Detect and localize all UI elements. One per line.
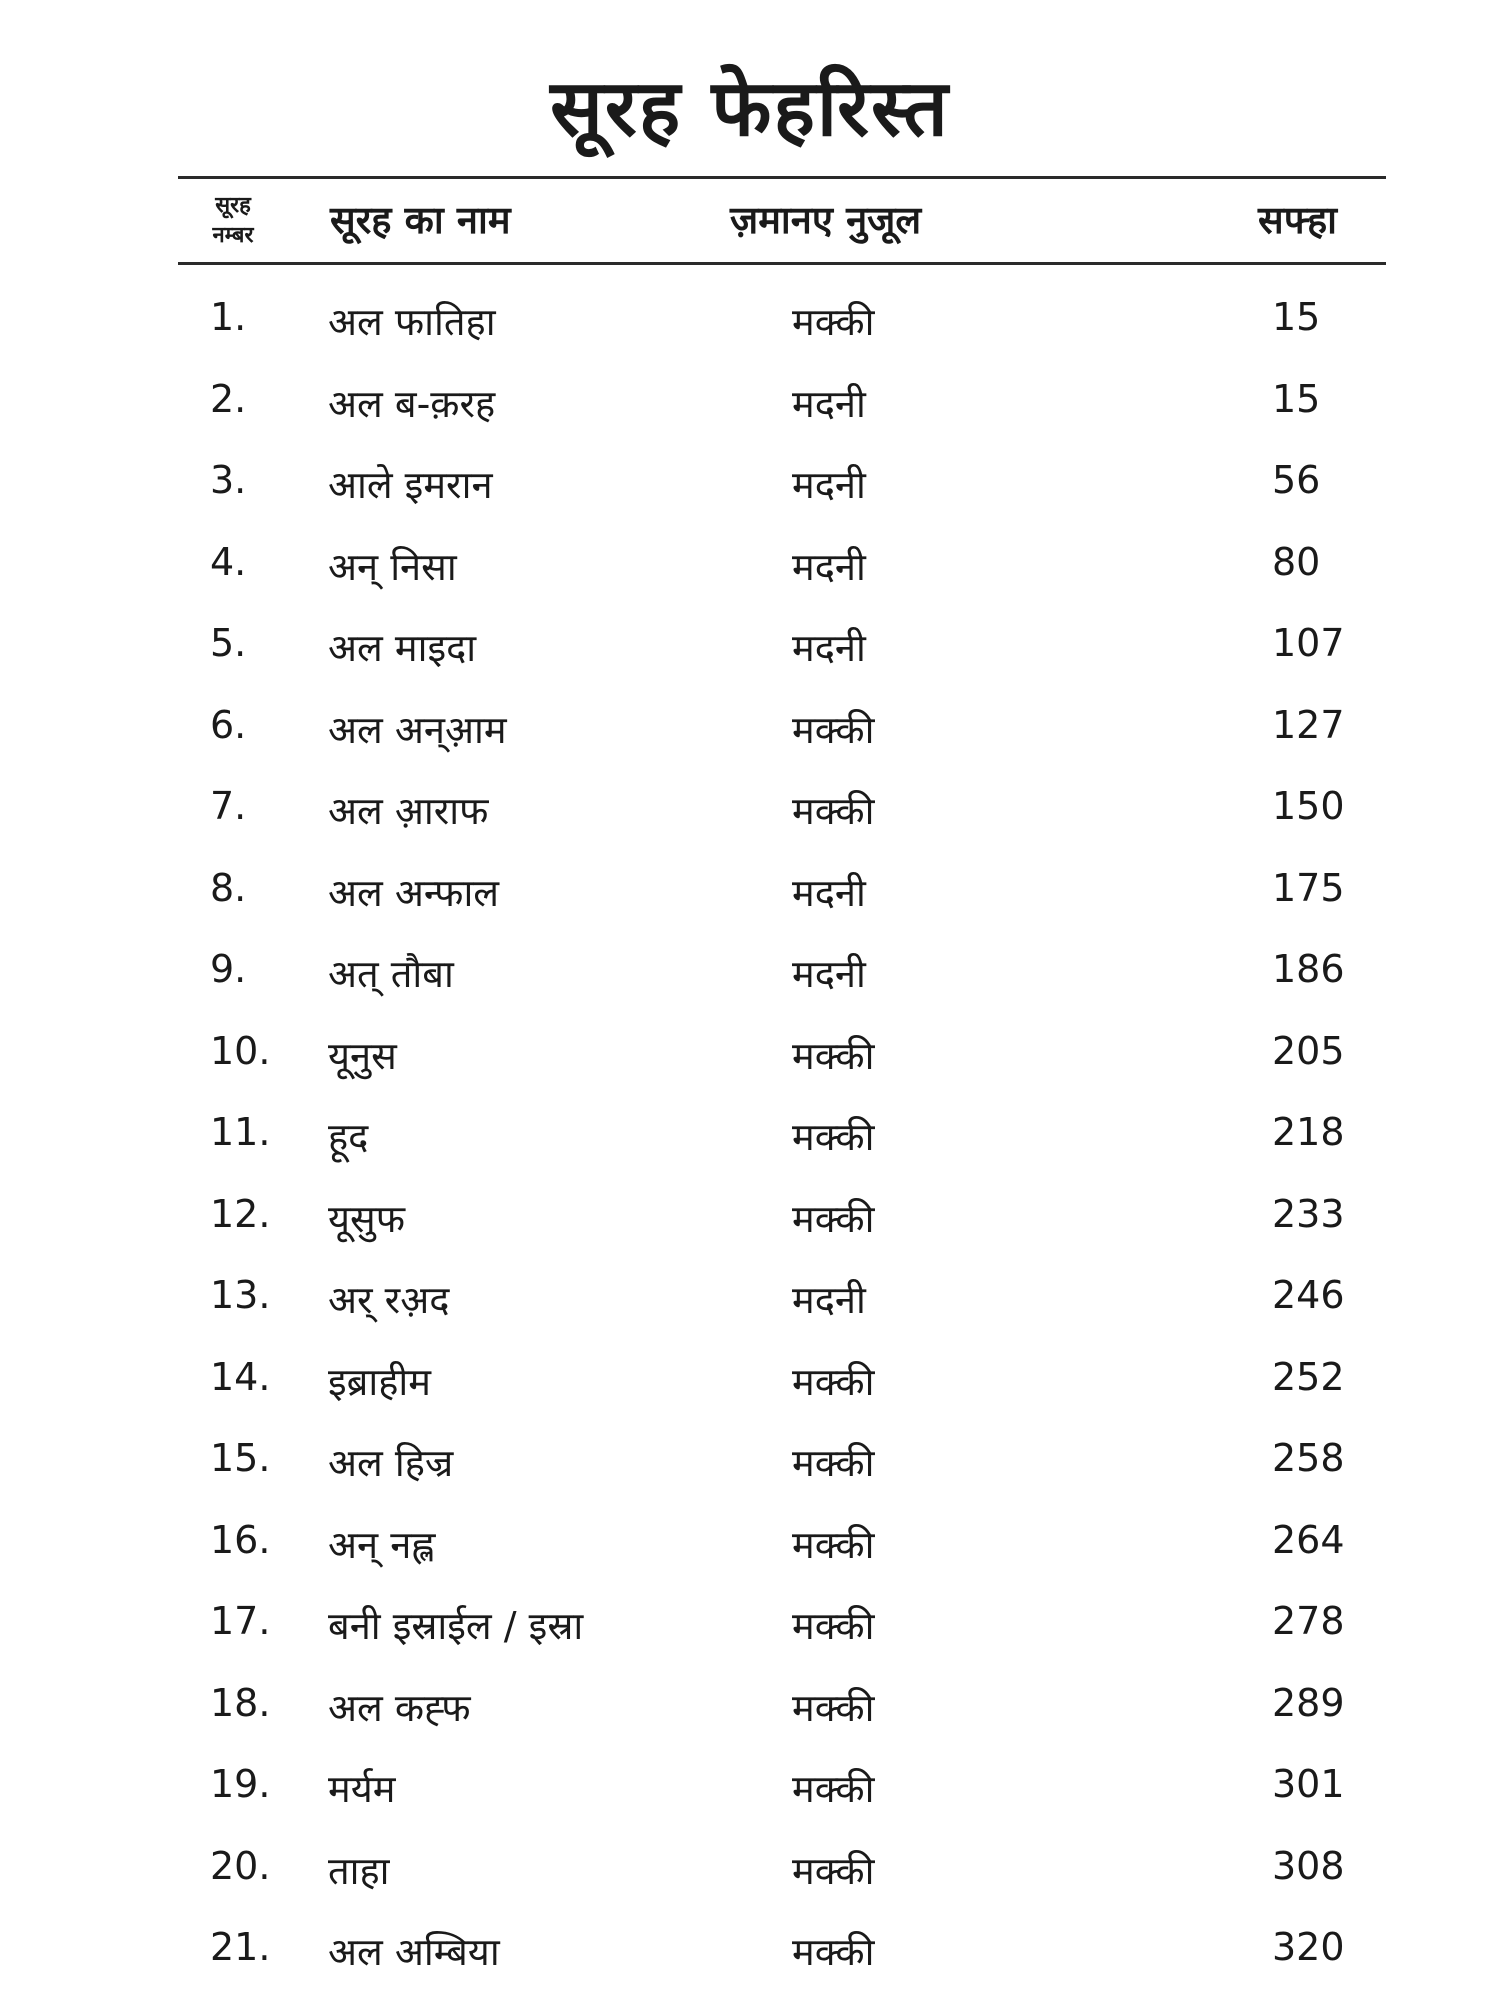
revelation-era: मक्की (792, 1441, 875, 1485)
header-top-rule (178, 176, 1386, 179)
page-number: 320 (1272, 1925, 1345, 1969)
table-row (0, 1762, 1500, 1844)
row-number: 14. (210, 1354, 271, 1399)
surah-list (0, 295, 1500, 2007)
table-row (0, 1599, 1500, 1681)
surah-name: हूद (328, 1115, 369, 1159)
row-number: 11. (210, 1110, 271, 1154)
surah-name: बनी इस्राईल / इस्रा (328, 1604, 584, 1648)
surah-name: अल अन्आ़म (328, 707, 507, 752)
page-number: 264 (1272, 1517, 1345, 1562)
table-row (0, 1518, 1500, 1600)
table-row (0, 295, 1500, 377)
page-number: 107 (1272, 621, 1345, 665)
table-row (0, 703, 1500, 785)
page-number: 301 (1272, 1762, 1345, 1806)
surah-name: अल अन्फाल (328, 870, 500, 915)
page-number: 258 (1272, 1436, 1345, 1480)
header-number-line1: सूरह (215, 193, 251, 218)
table-row (0, 1925, 1500, 2007)
row-number: 17. (210, 1599, 271, 1643)
row-number: 4. (210, 539, 247, 584)
revelation-era: मक्की (792, 1196, 875, 1241)
revelation-era: मक्की (792, 789, 875, 833)
row-number: 10. (210, 1028, 271, 1073)
revelation-era: मक्की (792, 1115, 875, 1159)
page-number: 308 (1272, 1843, 1345, 1888)
surah-name: अल फातिहा (328, 300, 496, 344)
table-row (0, 1192, 1500, 1274)
page-number: 15 (1272, 376, 1321, 421)
row-number: 18. (210, 1680, 271, 1725)
surah-name: अर् रअ़द (328, 1278, 450, 1322)
table-row (0, 947, 1500, 1029)
table-row (0, 1681, 1500, 1763)
header-era: ज़मानए नुजूल (730, 198, 922, 242)
table-row (0, 1029, 1500, 1111)
header-page: सफ्हा (1258, 198, 1337, 242)
row-number: 13. (210, 1273, 271, 1317)
page-number: 233 (1272, 1191, 1345, 1236)
surah-name: इब्राहीम (328, 1359, 431, 1404)
row-number: 15. (210, 1436, 271, 1480)
revelation-era: मदनी (792, 381, 866, 426)
surah-name: यूसुफ (328, 1196, 406, 1241)
table-row (0, 1844, 1500, 1926)
revelation-era: मदनी (792, 870, 866, 915)
table-header (0, 183, 1500, 261)
page-number: 56 (1272, 458, 1321, 502)
table-row (0, 1110, 1500, 1192)
page-number: 289 (1272, 1680, 1345, 1725)
surah-name: ताहा (328, 1848, 390, 1893)
revelation-era: मक्की (792, 1033, 875, 1078)
surah-name: अल माइदा (328, 626, 477, 670)
surah-name: अल ब-क़रह (328, 381, 496, 426)
row-number: 2. (210, 376, 247, 421)
row-number: 9. (210, 947, 247, 991)
revelation-era: मदनी (792, 1278, 866, 1322)
surah-name: आले इमरान (328, 463, 493, 507)
revelation-era: मक्की (792, 707, 875, 752)
revelation-era: मदनी (792, 626, 866, 670)
revelation-era: मक्की (792, 1848, 875, 1893)
row-number: 7. (210, 784, 247, 828)
table-row (0, 1355, 1500, 1437)
page-number: 175 (1272, 865, 1345, 910)
table-row (0, 1436, 1500, 1518)
row-number: 6. (210, 702, 247, 747)
surah-name: अल कह्फ (328, 1685, 471, 1730)
revelation-era: मक्की (792, 1604, 875, 1648)
header-number-line2: नम्बर (212, 223, 254, 248)
page-number: 218 (1272, 1110, 1345, 1154)
surah-name: अन् नह्ल (328, 1522, 435, 1567)
page-number: 278 (1272, 1599, 1345, 1643)
header-bottom-rule (178, 262, 1386, 265)
surah-name: अत् तौबा (328, 952, 454, 996)
page-number: 246 (1272, 1273, 1345, 1317)
row-number: 19. (210, 1762, 271, 1806)
surah-name: अल हिज्र (328, 1441, 454, 1485)
page-number: 186 (1272, 947, 1345, 991)
page-number: 205 (1272, 1028, 1345, 1073)
page-number: 252 (1272, 1354, 1345, 1399)
page-number: 15 (1272, 295, 1321, 339)
surah-name: अल आ़राफ (328, 789, 489, 833)
header-number (188, 191, 278, 251)
revelation-era: मक्की (792, 1685, 875, 1730)
table-row (0, 621, 1500, 703)
revelation-era: मक्की (792, 1522, 875, 1567)
page-title: सूरह फेहरिस्त (550, 64, 950, 154)
table-row (0, 377, 1500, 459)
row-number: 8. (210, 865, 247, 910)
revelation-era: मदनी (792, 544, 866, 589)
row-number: 5. (210, 621, 247, 665)
table-row (0, 1273, 1500, 1355)
revelation-era: मदनी (792, 463, 866, 507)
surah-name: अन् निसा (328, 544, 457, 589)
page-number: 150 (1272, 784, 1345, 828)
surah-name: मर्यम (328, 1767, 396, 1811)
row-number: 16. (210, 1517, 271, 1562)
revelation-era: मदनी (792, 952, 866, 996)
table-row (0, 866, 1500, 948)
row-number: 20. (210, 1843, 271, 1888)
revelation-era: मक्की (792, 300, 875, 344)
table-row (0, 458, 1500, 540)
revelation-era: मक्की (792, 1930, 875, 1974)
page-number: 80 (1272, 539, 1321, 584)
page-number: 127 (1272, 702, 1345, 747)
revelation-era: मक्की (792, 1767, 875, 1811)
header-name: सूरह का नाम (330, 198, 511, 242)
table-row (0, 540, 1500, 622)
revelation-era: मक्की (792, 1359, 875, 1404)
row-number: 21. (210, 1925, 271, 1969)
surah-name: अल अम्बिया (328, 1930, 500, 1974)
table-row (0, 784, 1500, 866)
row-number: 3. (210, 458, 247, 502)
row-number: 1. (210, 295, 247, 339)
row-number: 12. (210, 1191, 271, 1236)
surah-name: यूनुस (328, 1033, 397, 1078)
